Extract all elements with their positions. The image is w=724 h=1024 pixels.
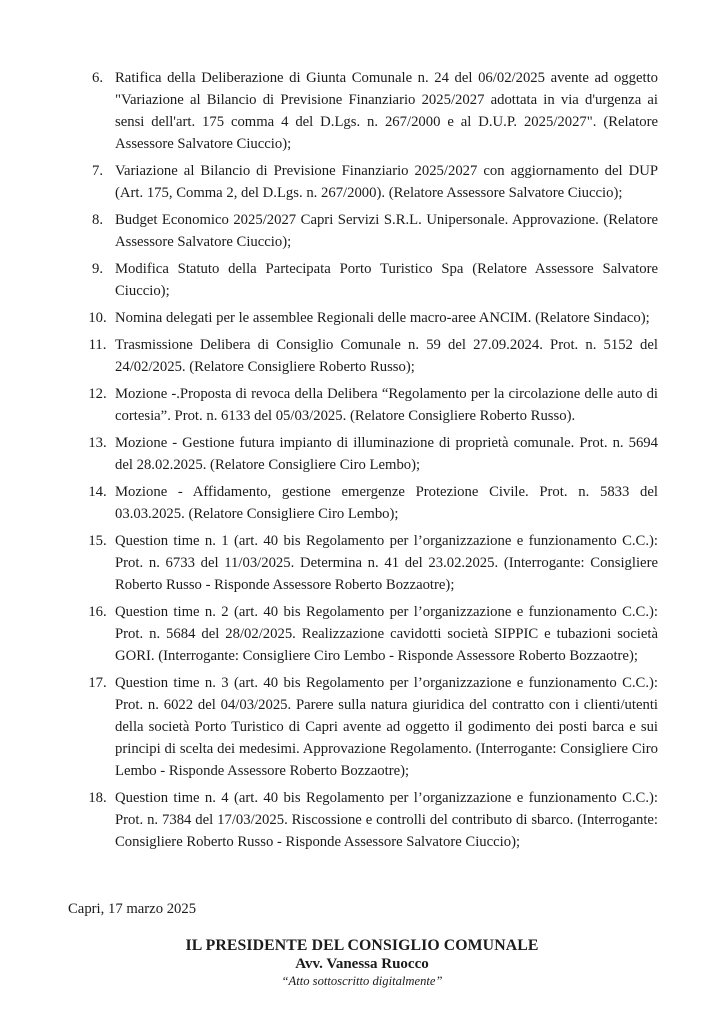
agenda-item-number: 6.: [91, 70, 103, 86]
agenda-item-text: Variazione al Bilancio di Previsione Finanziario 2025/2027 con aggiornamento del DUP (Art. 175, Comma 2, del D.Lgs. n. 267/2000). (Relatore Assessore Salvatore Ciuccio);: [115, 163, 658, 201]
agenda-item-number: 13.: [88, 435, 107, 451]
agenda-item-number: 18.: [88, 790, 107, 806]
agenda-item-number: 8.: [91, 212, 103, 228]
agenda-item-number: 11.: [88, 337, 107, 353]
agenda-item-14: [84, 481, 658, 525]
agenda-item-text: Mozione -.Proposta di revoca della Delibera “Regolamento per la circolazione delle auto di cortesia”. Prot. n. 6133 del 05/03/2025. (Relatore Consigliere Roberto Russo).: [115, 386, 658, 424]
agenda-item-text: Trasmissione Delibera di Consiglio Comunale n. 59 del 27.09.2024. Prot. n. 5152 del 24/02/2025. (Relatore Consigliere Roberto Russo);: [115, 337, 658, 375]
agenda-item-18: [84, 787, 658, 853]
agenda-item-number: 15.: [88, 533, 107, 549]
agenda-item-text: Nomina delegati per le assemblee Regionali delle macro-aree ANCIM. (Relatore Sindaco);: [115, 310, 650, 326]
agenda-item-text: Question time n. 4 (art. 40 bis Regolamento per l’organizzazione e funzionamento C.C.): Prot. n. 7384 del 17/03/2025. Riscossione e controlli del contributo di sbarco. (Interrogante: Consigliere Roberto Russo - Risponde Assessore Salvatore Ciuccio);: [115, 790, 658, 850]
agenda-item-text: Mozione - Gestione futura impianto di illuminazione di proprietà comunale. Prot. n. 5694 del 28.02.2025. (Relatore Consigliere Ciro Lembo);: [115, 435, 658, 473]
agenda-item-text: Question time n. 2 (art. 40 bis Regolamento per l’organizzazione e funzionamento C.C.): Prot. n. 5684 del 28/02/2025. Realizzazione cavidotti società SIPPIC e tubazioni società GORI. (Interrogante: Consigliere Ciro Lembo - Risponde Assessore Roberto Bozzaotre);: [115, 604, 658, 664]
signature-title: IL PRESIDENTE DEL CONSIGLIO COMUNALE: [185, 937, 539, 954]
agenda-item-number: 12.: [88, 386, 107, 402]
agenda-item-number: 14.: [88, 484, 107, 500]
agenda-item-text: Modifica Statuto della Partecipata Porto Turistico Spa (Relatore Assessore Salvatore Ciuccio);: [115, 261, 658, 299]
agenda-list: [84, 67, 658, 858]
signature-name: Avv. Vanessa Ruocco: [295, 956, 429, 972]
agenda-item-number: 7.: [91, 163, 103, 179]
agenda-item-number: 16.: [88, 604, 107, 620]
signature-note: “Atto sottoscritto digitalmente”: [281, 974, 443, 988]
agenda-item-7: [84, 160, 658, 204]
agenda-item-text: Budget Economico 2025/2027 Capri Servizi S.R.L. Unipersonale. Approvazione. (Relatore Assessore Salvatore Ciuccio);: [115, 212, 658, 250]
agenda-item-text: Question time n. 1 (art. 40 bis Regolamento per l’organizzazione e funzionamento C.C.): Prot. n. 6733 del 11/03/2025. Determina n. 41 del 23.02.2025. (Interrogante: Consigliere Roberto Russo - Risponde Assessore Roberto Bozzaotre);: [115, 533, 658, 593]
agenda-item-8: [84, 209, 658, 253]
agenda-item-number: 9.: [91, 261, 103, 277]
agenda-item-text: Ratifica della Deliberazione di Giunta Comunale n. 24 del 06/02/2025 avente ad oggetto "Variazione al Bilancio di Previsione Finanziario 2025/2027 adottata in via d'urgenza ai sensi dell'art. 175 comma 4 del D.Lgs. n. 267/2000 e al D.U.P. 2025/2027". (Relatore Assessore Salvatore Ciuccio);: [115, 70, 658, 152]
agenda-item-text: Question time n. 3 (art. 40 bis Regolamento per l’organizzazione e funzionamento C.C.): Prot. n. 6022 del 04/03/2025. Parere sulla natura giuridica del contratto con i clienti/utenti della società Porto Turistico di Capri avente ad oggetto il godimento dei posti barca e sui principi di scelta dei medesimi. Approvazione Regolamento. (Interrogante: Consigliere Ciro Lembo - Risponde Assessore Roberto Bozzaotre);: [115, 675, 658, 779]
agenda-item-15: [84, 530, 658, 596]
agenda-item-10: [84, 307, 658, 329]
agenda-item-13: [84, 432, 658, 476]
agenda-item-16: [84, 601, 658, 667]
signature-block: [0, 936, 724, 989]
agenda-item-17: [84, 672, 658, 782]
dateline: Capri, 17 marzo 2025: [68, 901, 197, 917]
agenda-item-9: [84, 258, 658, 302]
agenda-item-11: [84, 334, 658, 378]
agenda-item-text: Mozione - Affidamento, gestione emergenze Protezione Civile. Prot. n. 5833 del 03.03.2025. (Relatore Consigliere Ciro Lembo);: [115, 484, 658, 522]
agenda-item-number: 10.: [88, 310, 107, 326]
agenda-item-6: [84, 67, 658, 155]
agenda-item-number: 17.: [88, 675, 107, 691]
agenda-item-12: [84, 383, 658, 427]
